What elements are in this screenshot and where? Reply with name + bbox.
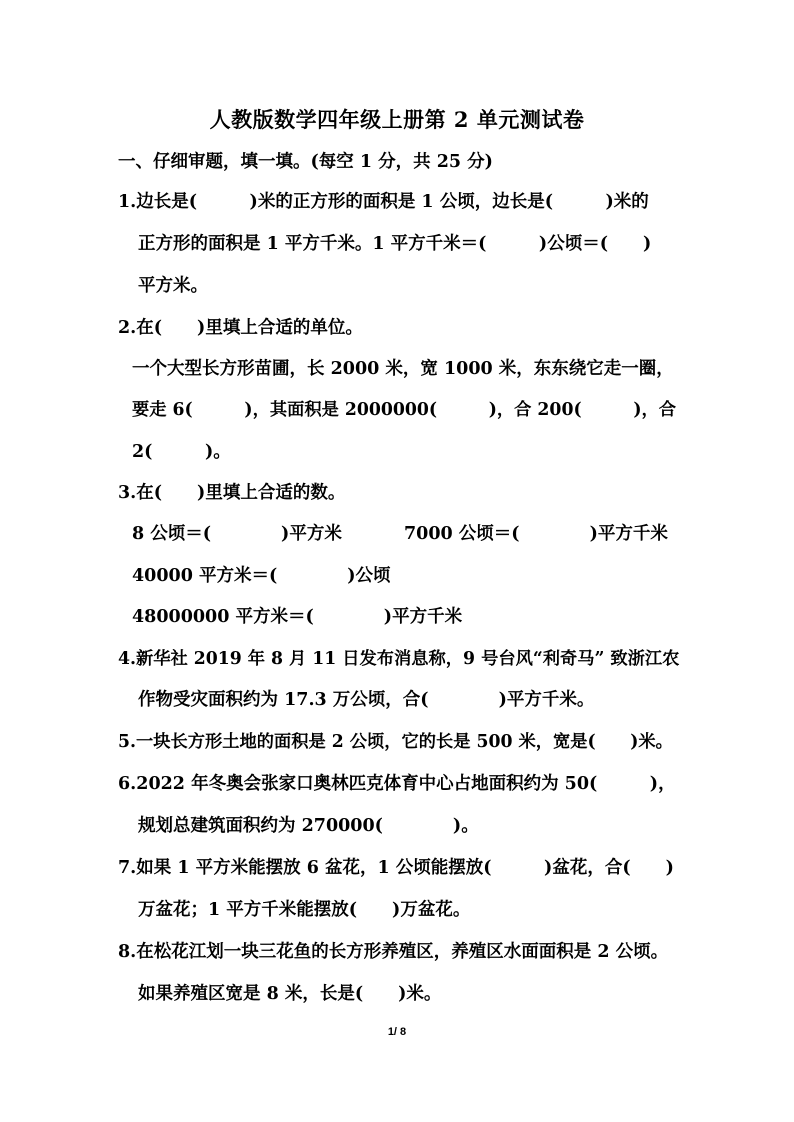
- page-number: 1/ 8: [387, 1026, 407, 1038]
- question-8-line-1: 8.在松花江划一块三花鱼的长方形养殖区，养殖区水面面积是 2 公顷。: [118, 942, 669, 962]
- question-6-line-2: 规划总建筑面积约为 270000( )。: [138, 816, 479, 836]
- question-7-line-1: 7.如果 1 平方米能摆放 6 盆花，1 公顷能摆放( )盆花，合( ): [118, 858, 674, 878]
- question-2-line-4: 2( )。: [132, 442, 231, 462]
- question-1-line-3: 平方米。: [138, 276, 208, 296]
- question-3-item-b: 7000 公顷＝( )平方千米: [404, 524, 668, 544]
- question-4-line-2: 作物受灾面积约为 17.3 万公顷，合( )平方千米。: [138, 690, 595, 710]
- question-1-line-1: 1.边长是( )米的正方形的面积是 1 公顷，边长是( )米的: [118, 192, 649, 212]
- question-3-item-a: 8 公顷＝( )平方米: [132, 524, 342, 544]
- question-6-line-1: 6.2022 年冬奥会张家口奥林匹克体育中心占地面积约为 50( )，: [118, 774, 676, 794]
- question-8-line-2: 如果养殖区宽是 8 米，长是( )米。: [138, 984, 442, 1004]
- question-5-line-1: 5.一块长方形土地的面积是 2 公顷，它的长是 500 米，宽是( )米。: [118, 732, 673, 752]
- question-7-line-2: 万盆花；1 平方千米能摆放( )万盆花。: [138, 900, 471, 920]
- question-3-line-1: 3.在( )里填上合适的数。: [118, 483, 346, 503]
- page-title: 人教版数学四年级上册第 2 单元测试卷: [209, 107, 585, 132]
- question-1-line-2: 正方形的面积是 1 平方千米。1 平方千米＝( )公顷＝( ): [138, 234, 652, 254]
- question-4-line-1: 4.新华社 2019 年 8 月 11 日发布消息称，9 号台风“利奇马” 致浙江农: [118, 649, 680, 669]
- question-2-line-1: 2.在( )里填上合适的单位。: [118, 318, 363, 338]
- question-2-line-2: 一个大型长方形苗圃，长 2000 米，宽 1000 米，东东绕它走一圈，: [132, 359, 674, 379]
- question-3-item-c: 40000 平方米＝( )公顷: [132, 566, 391, 586]
- section-heading: 一、仔细审题，填一填。(每空 1 分，共 25 分): [118, 152, 493, 172]
- question-2-line-3: 要走 6( )，其面积是 2000000( )，合 200( )，合: [132, 400, 677, 420]
- question-3-item-d: 48000000 平方米＝( )平方千米: [132, 607, 463, 627]
